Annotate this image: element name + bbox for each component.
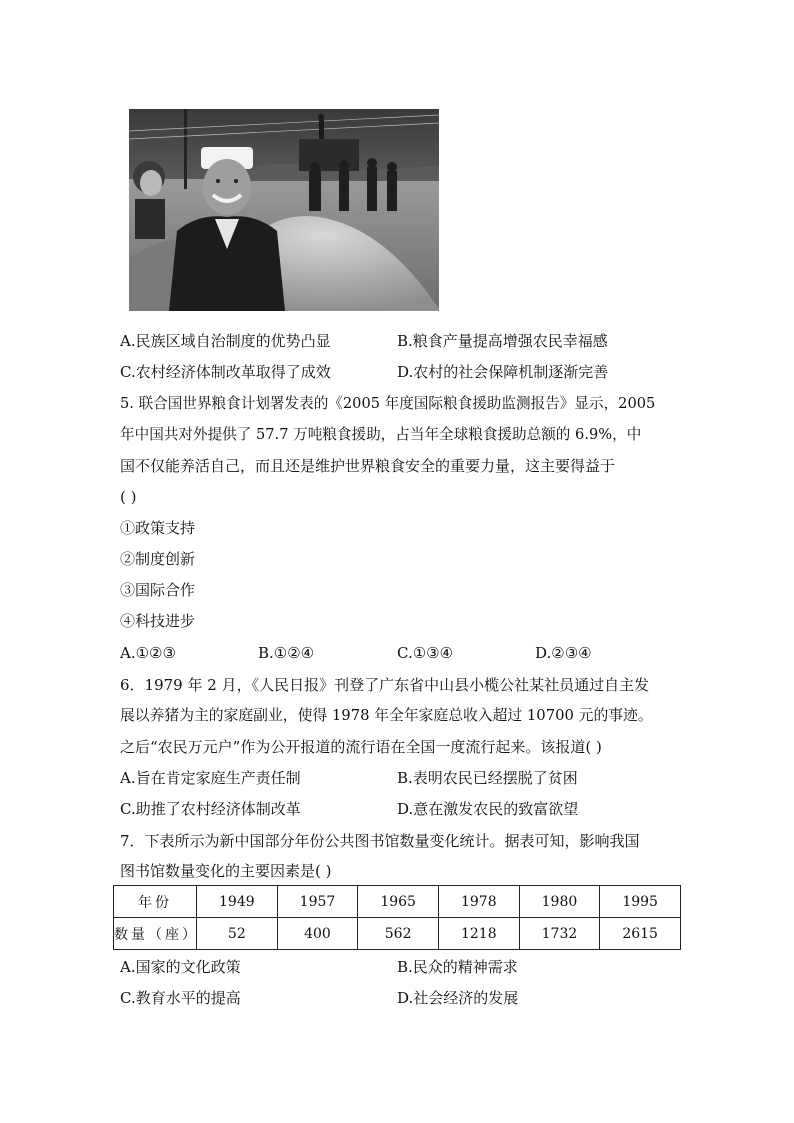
table-cell-year: 1949 <box>197 886 278 918</box>
table-cell-count: 1218 <box>438 918 519 950</box>
q5-stem-line1: 5. 联合国世界粮食计划署发表的《2005 年度国际粮食援助监测报告》显示，2005 <box>120 395 656 412</box>
table-row-years <box>114 886 681 918</box>
q5-stem-line3: 国不仅能养活自己，而且还是维护世界粮食安全的重要力量，这主要得益于 <box>120 457 616 475</box>
table-row-label-count: 数量（座） <box>114 918 197 950</box>
q7-option-d: D.社会经济的发展 <box>397 989 519 1007</box>
q6-stem-line1: 6．1979 年 2 月，《人民日报》刊登了广东省中山县小榄公社某社员通过自主发 <box>120 676 650 694</box>
farmer-photo-image <box>129 109 439 311</box>
q5-option-d: D.②③④ <box>535 644 592 662</box>
q5-option-b: B.①②④ <box>258 644 315 662</box>
q5-item-4: ④科技进步 <box>120 612 196 630</box>
q5-stem-line2: 年中国共对外提供了 57.7 万吨粮食援助，占当年全球粮食援助总额的 6.9%，中 <box>120 426 642 443</box>
q7-stem-line1: 7．下表所示为新中国部分年份公共图书馆数量变化统计。据表可知，影响我国 <box>120 832 640 850</box>
table-cell-year: 1980 <box>519 886 600 918</box>
library-count-table <box>113 885 681 950</box>
q7-option-b: B.民众的精神需求 <box>397 958 518 976</box>
table-cell-year: 1965 <box>358 886 439 918</box>
q5-item-2: ②制度创新 <box>120 550 196 568</box>
table-row-counts <box>114 918 681 950</box>
q4-option-a: A.民族区域自治制度的优势凸显 <box>120 332 331 350</box>
q6-stem-line2: 展以养猪为主的家庭副业，使得 1978 年全年家庭总收入超过 10700 元的事迹。 <box>120 707 653 724</box>
table-cell-year: 1978 <box>438 886 519 918</box>
q6-option-a: A.旨在肯定家庭生产责任制 <box>120 769 301 787</box>
q6-option-b: B.表明农民已经摆脱了贫困 <box>397 769 578 787</box>
table-cell-count: 400 <box>277 918 358 950</box>
q7-stem-line2: 图书馆数量变化的主要因素是( ) <box>120 862 332 880</box>
q6-stem-line3: 之后“农民万元户”作为公开报道的流行语在全国一度流行起来。该报道( ) <box>120 738 602 756</box>
q6-option-c: C.助推了农村经济体制改革 <box>120 800 301 818</box>
table-cell-count: 562 <box>358 918 439 950</box>
q7-option-c: C.教育水平的提高 <box>120 989 241 1007</box>
q4-option-c: C.农村经济体制改革取得了成效 <box>120 363 331 381</box>
q4-option-d: D.农村的社会保障机制逐渐完善 <box>397 363 609 381</box>
q6-option-d: D.意在激发农民的致富欲望 <box>397 800 579 818</box>
table-cell-count: 52 <box>197 918 278 950</box>
q7-option-a: A.国家的文化政策 <box>120 958 241 976</box>
q5-option-a: A.①②③ <box>120 644 176 662</box>
table-cell-year: 1995 <box>600 886 681 918</box>
q5-answer-paren: ( ) <box>120 488 137 506</box>
q5-item-3: ③国际合作 <box>120 581 196 599</box>
q5-item-1: ①政策支持 <box>120 519 196 537</box>
table-row-label-year: 年份 <box>114 886 197 918</box>
grain-harvest-photo <box>121 103 447 317</box>
table-cell-year: 1957 <box>277 886 358 918</box>
table-cell-count: 1732 <box>519 918 600 950</box>
q4-option-b: B.粮食产量提高增强农民幸福感 <box>397 332 608 350</box>
q5-option-c: C.①③④ <box>397 644 454 662</box>
table-cell-count: 2615 <box>600 918 681 950</box>
